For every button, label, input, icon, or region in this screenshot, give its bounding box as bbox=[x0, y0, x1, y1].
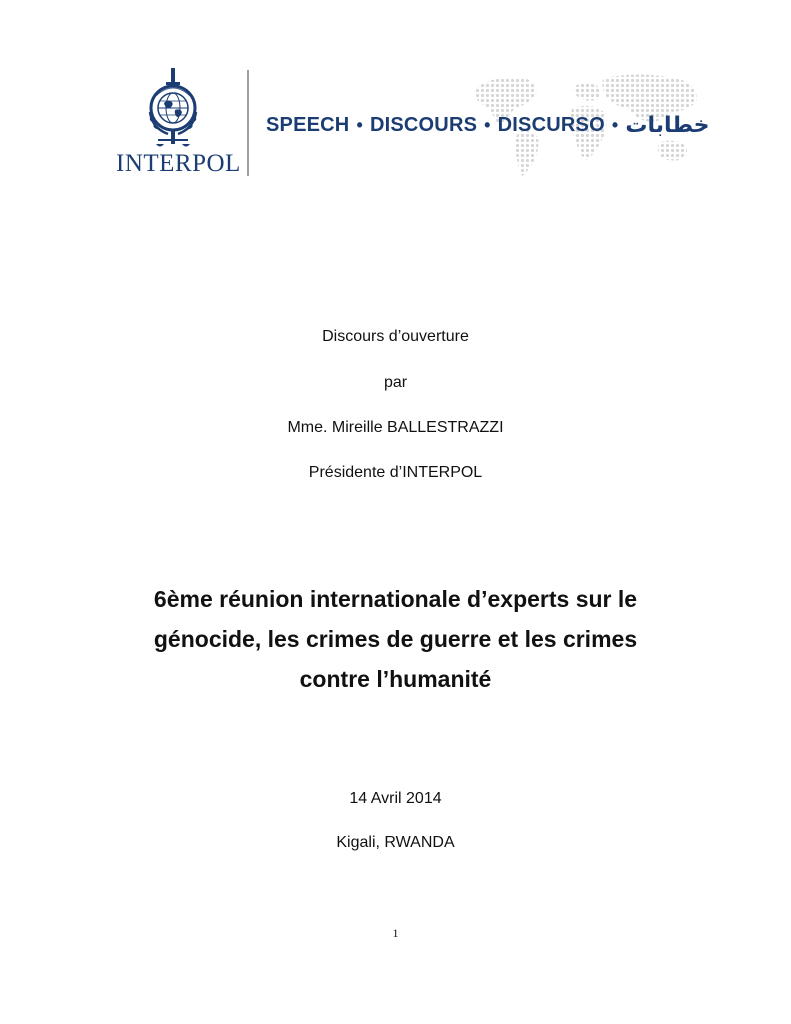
speech-title bbox=[95, 579, 696, 699]
speech-banner bbox=[266, 110, 710, 140]
speech-title-line: 6ème réunion internationale d’experts sur le bbox=[153, 586, 638, 612]
header-divider bbox=[247, 70, 249, 176]
banner-discurso: DISCURSO bbox=[497, 113, 605, 136]
page-number: 1 bbox=[392, 926, 399, 940]
intro-line-opening-speech: Discours d’ouverture bbox=[322, 328, 469, 345]
banner-speech: SPEECH bbox=[266, 113, 350, 136]
interpol-logo-text: INTERPOL bbox=[116, 150, 241, 177]
intro-line-by: par bbox=[383, 374, 408, 391]
event-date: 14 Avril 2014 bbox=[349, 790, 442, 807]
speaker-title: Présidente d’INTERPOL bbox=[308, 464, 483, 481]
banner-discours: DISCOURS bbox=[369, 113, 478, 136]
speaker-name: Mme. Mireille BALLESTRAZZI bbox=[287, 419, 504, 436]
speech-title-line: contre l’humanité bbox=[299, 666, 492, 692]
banner-separator: • bbox=[356, 114, 363, 135]
document-header bbox=[0, 0, 791, 190]
banner-separator: • bbox=[484, 114, 491, 135]
banner-separator: • bbox=[611, 114, 619, 135]
event-location: Kigali, RWANDA bbox=[336, 834, 455, 851]
banner-arabic: خطابات bbox=[625, 112, 710, 138]
speech-title-line: génocide, les crimes de guerre et les crimes bbox=[153, 626, 638, 652]
interpol-emblem-icon bbox=[140, 68, 206, 152]
